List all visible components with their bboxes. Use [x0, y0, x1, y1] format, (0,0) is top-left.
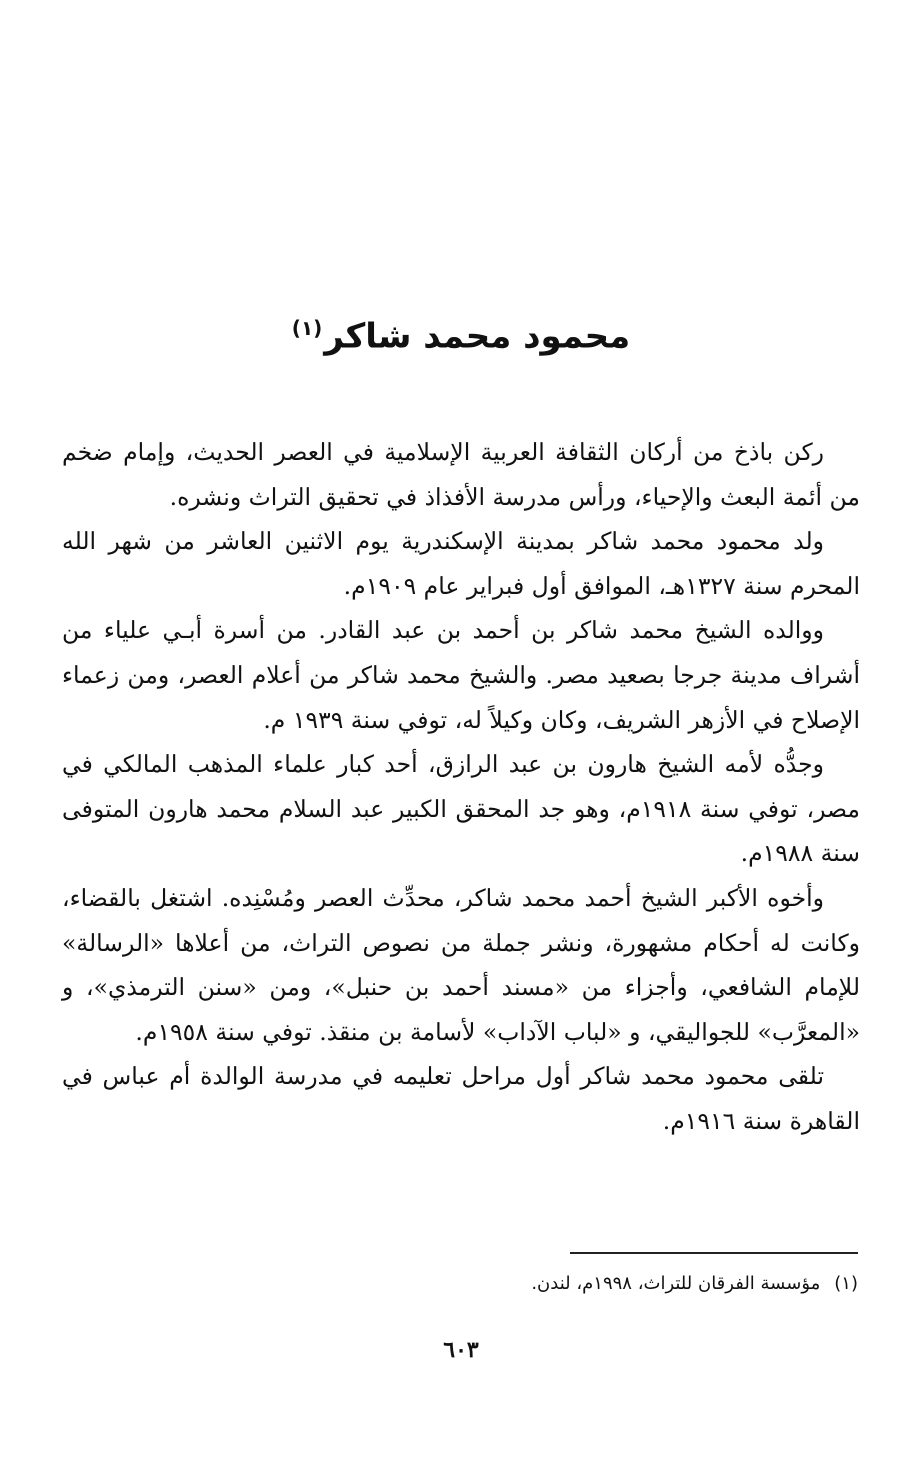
footnote-reference: (١) — [291, 316, 323, 340]
paragraph-brother: وأخوه الأكبر الشيخ أحمد محمد شاكر، محدِّث العصر ومُسْنِده. اشتغل بالقضاء، وكانت له أحكام مشهورة، ونشر جملة من نصوص التراث، من أعلاها «الرسالة» للإمام الشافعي، وأجزاء من «مسند أحمد بن حنبل»، ومن «سنن الترمذي»، و «المعرَّب» للجواليقي، و «لباب الآداب» لأسامة بن منقذ. توفي سنة ١٩٥٨م. — [62, 883, 860, 1046]
paragraph-father: ووالده الشيخ محمد شاكر بن أحمد بن عبد القادر. من أسرة أبـي علياء من أشراف مدينة جرجا بصعيد مصر. والشيخ محمد شاكر من أعلام العصر، ومن زعماء الإصلاح في الأزهر الشريف، وكان وكيلاً له، توفي سنة ١٩٣٩ م. — [62, 616, 860, 734]
paragraph-intro: ركن باذخ من أركان الثقافة العربية الإسلامية في العصر الحديث، وإمام ضخم من أئمة البعث والإحياء، ورأس مدرسة الأفذاذ في تحقيق التراث ونشره. — [62, 438, 860, 511]
footnote-divider — [570, 1252, 858, 1254]
paragraph-education: تلقى محمود محمد شاكر أول مراحل تعليمه في مدرسة الوالدة أم عباس في القاهرة سنة ١٩١٦م. — [62, 1062, 860, 1135]
paragraph-grandfather: وجدُّه لأمه الشيخ هارون بن عبد الرازق، أحد كبار علماء المذهب المالكي في مصر، توفي سنة ١٩١٨م، وهو جد المحقق الكبير عبد السلام محمد هارون المتوفى سنة ١٩٨٨م. — [62, 750, 861, 868]
footnote-number: (١) — [834, 1273, 858, 1294]
footnote — [60, 1264, 858, 1304]
page-title — [0, 298, 922, 366]
footnote-text: مؤسسة الفرقان للتراث، ١٩٩٨م، لندن. — [531, 1273, 821, 1294]
paragraph-birth: ولد محمود محمد شاكر بمدينة الإسكندرية يوم الاثنين العاشر من شهر الله المحرم سنة ١٣٢٧هـ، الموافق أول فبراير عام ١٩٠٩م. — [62, 527, 860, 600]
title-text: محمود محمد شاكر — [324, 316, 631, 357]
page-number: ٦٠٣ — [443, 1337, 479, 1363]
body-text — [62, 430, 860, 1144]
